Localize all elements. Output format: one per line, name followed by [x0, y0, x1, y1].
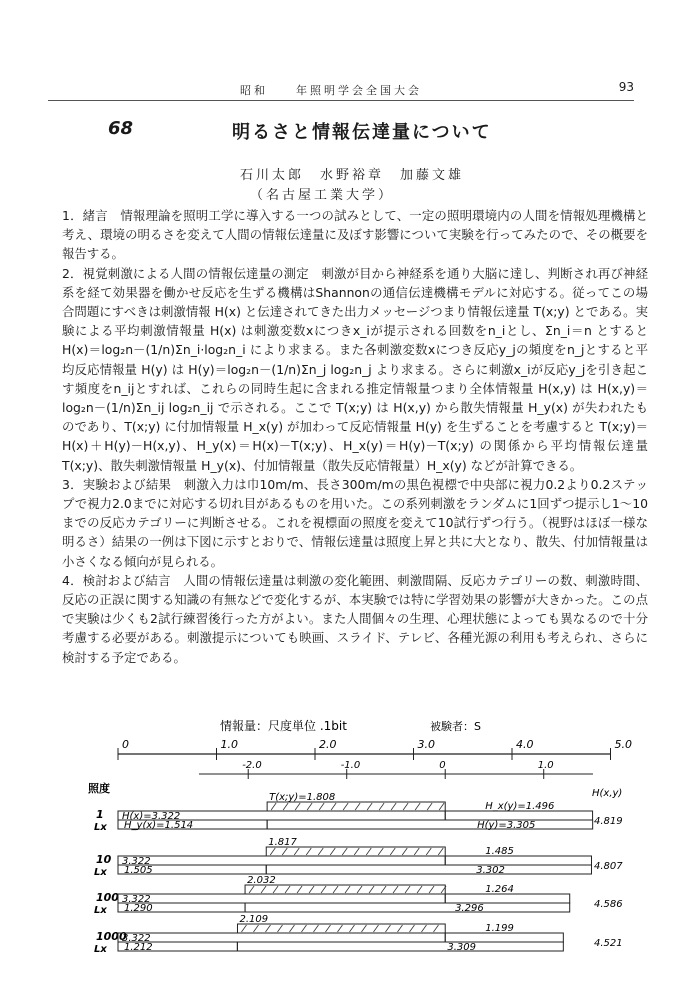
- row-lux-unit: Lx: [94, 944, 107, 955]
- bar-stimulus-info: [118, 933, 445, 942]
- bar-transmitted-hatch: [409, 925, 414, 932]
- label-lost-info: 1.505: [124, 865, 153, 876]
- chart-subject: 被験者：S: [430, 720, 481, 733]
- bar-transmitted: [266, 847, 445, 856]
- label-lost-info: 1.290: [124, 903, 153, 914]
- bar-transmitted-hatch: [273, 886, 278, 893]
- header-rule: [48, 100, 634, 101]
- bar-transmitted-hatch: [421, 925, 426, 932]
- bar-transmitted-hatch: [402, 848, 407, 855]
- bar-transmitted-hatch: [271, 803, 276, 810]
- label-joint-info: 4.819: [594, 816, 623, 827]
- bar-transmitted-hatch: [391, 803, 396, 810]
- bar-transmitted-hatch: [306, 848, 311, 855]
- bar-transmitted-hatch: [403, 803, 408, 810]
- bar-transmitted-hatch: [439, 803, 444, 810]
- running-header: [0, 80, 682, 100]
- label-added-info: 1.485: [485, 846, 514, 857]
- article-body: [62, 206, 648, 667]
- bar-transmitted-hatch: [379, 803, 384, 810]
- bar-transmitted-hatch: [405, 886, 410, 893]
- bar-stimulus-info: [118, 894, 445, 903]
- label-stimulus-info: 3.322: [122, 894, 151, 905]
- bar-transmitted-hatch: [333, 886, 338, 893]
- label-stimulus-info: 3.322: [122, 856, 151, 867]
- page-number: 93: [618, 80, 634, 94]
- bar-transmitted-hatch: [385, 925, 390, 932]
- bar-added-info: [445, 856, 591, 865]
- bar-added-info: [445, 894, 570, 903]
- bar-transmitted-hatch: [282, 848, 287, 855]
- bottom-axis-tick-label: -2.0: [242, 760, 262, 771]
- bar-transmitted-hatch: [295, 803, 300, 810]
- bar-transmitted-hatch: [381, 886, 386, 893]
- bar-transmitted-hatch: [301, 925, 306, 932]
- label-response-info: H(y)=3.305: [477, 820, 536, 831]
- bar-transmitted-hatch: [415, 803, 420, 810]
- bar-transmitted-hatch: [313, 925, 318, 932]
- label-lost-info: H_y(x)=1.514: [124, 820, 194, 831]
- label-joint-header: H(x,y): [592, 788, 623, 799]
- article-number: 68: [108, 118, 134, 139]
- bar-transmitted-hatch: [265, 925, 270, 932]
- chart-svg: [0, 712, 682, 955]
- bar-transmitted-hatch: [270, 848, 275, 855]
- label-response-info: 3.309: [447, 942, 477, 953]
- bar-transmitted-hatch: [289, 925, 294, 932]
- bar-transmitted-hatch: [285, 886, 290, 893]
- top-axis-tick-label: 4.0: [516, 738, 534, 751]
- label-response-info: 3.302: [476, 865, 505, 876]
- bar-transmitted-hatch: [342, 848, 347, 855]
- bottom-axis-tick-label: 0: [439, 760, 446, 771]
- bar-transmitted-hatch: [361, 925, 366, 932]
- row-lux-unit: Lx: [94, 822, 107, 833]
- bar-transmitted-hatch: [297, 886, 302, 893]
- bar-transmitted-hatch: [253, 925, 258, 932]
- row-lux-unit: Lx: [94, 905, 107, 916]
- paragraph-method: 2．視覚刺激による人間の情報伝達量の測定 刺激が目から神経系を通り大脳に達し、判断され再び神経系を経て効果器を働かせ反応を生ずる機構はShannonの通信伝達機構モデルに対応する。従ってこの場合問題にすべきは刺激情報 H(x) と伝達されてきた出力メッセージつまり情報伝達量 T(x;y) とである。実験による平均刺激情報量 H(x) は刺激変数xにつきx_iが提示される回数をn_iとし、Σn_i＝n とすると H(x)＝log₂n－(1/n)Σn_i·log₂n_i により求まる。また各刺激変数xにつき反応y_jの頻度をn_jとすると平均反応情報量 H(y) は H(y)＝log₂n－(1/n)Σn_j log₂n_j より求まる。さらに刺激x_iが反応y_jを引き起こす頻度をn_ijとすれば、これらの同時生起に含まれる推定情報量つまり全体情報量 H(x,y) は H(x,y)＝log₂n－(1/n)Σn_ij log₂n_ij で示される。ここで T(x;y) は H(x,y) から散失情報量 H_y(x) が失われたものであり、T(x;y) に付加情報量 H_x(y) が加わって反応情報量 H(y) を生ずることを考慮すると T(x;y)＝H(x)＋H(y)－H(x,y)、H_y(x)＝H(x)－T(x;y)、H_x(y)＝H(y)－T(x;y) の関係から平均情報伝達量 T(x;y)、散失刺激情報量 H_y(x)、付加情報量（散失反応情報量）H_x(y) などが計算できる。: [62, 265, 648, 473]
- label-transmitted: 2.032: [247, 875, 276, 886]
- bar-transmitted-hatch: [318, 848, 323, 855]
- bar-transmitted-hatch: [397, 925, 402, 932]
- row-lux-value: 1: [96, 808, 104, 821]
- bar-transmitted-hatch: [378, 848, 383, 855]
- label-stimulus-info: 3.322: [122, 933, 151, 944]
- information-chart: [0, 712, 682, 955]
- bar-transmitted-hatch: [331, 803, 336, 810]
- bar-transmitted-hatch: [426, 848, 431, 855]
- conference-title: 昭和 年照明学会全国大会: [240, 84, 422, 97]
- bar-added-info: [445, 933, 563, 942]
- bar-transmitted-hatch: [343, 803, 348, 810]
- bar-transmitted-hatch: [355, 803, 360, 810]
- bar-transmitted-hatch: [429, 886, 434, 893]
- bar-transmitted-hatch: [330, 848, 335, 855]
- label-transmitted: 1.817: [268, 837, 297, 848]
- bar-transmitted-hatch: [241, 925, 246, 932]
- label-transmitted: T(x;y)=1.808: [269, 792, 336, 803]
- bar-transmitted-hatch: [261, 886, 266, 893]
- bar-transmitted-hatch: [373, 925, 378, 932]
- row-lux-value: 10: [96, 853, 112, 866]
- row-header-illuminance: 照度: [88, 782, 110, 795]
- bar-transmitted-hatch: [367, 803, 372, 810]
- affiliation: （名古屋工業大学）: [250, 188, 395, 203]
- label-transmitted: 2.109: [239, 914, 269, 925]
- top-axis-tick-label: 5.0: [614, 738, 632, 751]
- bar-transmitted-hatch: [321, 886, 326, 893]
- row-lux-value: 1000: [96, 930, 127, 943]
- bar-transmitted-hatch: [417, 886, 422, 893]
- bar-added-info: [445, 811, 592, 820]
- top-axis-tick-label: 0: [122, 738, 129, 751]
- chart-title: 情報量：尺度単位 .1bit: [220, 719, 347, 733]
- paragraph-results: 3．実験および結果 刺激入力は巾10m/m、長さ300m/mの黒色視標で中央部に視力0.2より0.2ステップで視力2.0までに対応する切れ目があるものを用いた。この系列刺激をランダムに1回ずつ提示し1～10までの反応カテゴリーに判断させる。これを視標面の照度を変えて10試行ずつ行う。（視野はほぼ一様な明るさ）結果の一例は下図に示すとおりで、情報伝達量は照度上昇と共に大となり、散失、付加情報量は小さくなる傾向が見られる。: [62, 476, 648, 569]
- label-added-info: 1.199: [485, 923, 514, 934]
- bar-transmitted-hatch: [337, 925, 342, 932]
- bar-transmitted-hatch: [349, 925, 354, 932]
- bar-transmitted-hatch: [345, 886, 350, 893]
- bar-transmitted-hatch: [433, 925, 438, 932]
- row-lux-value: 100: [96, 891, 119, 904]
- bar-response-info: [266, 865, 591, 874]
- bar-transmitted-hatch: [277, 925, 282, 932]
- top-axis-tick-label: 2.0: [319, 738, 337, 751]
- label-added-info: 1.264: [485, 884, 514, 895]
- bar-transmitted-hatch: [393, 886, 398, 893]
- paragraph-introduction: 1．緒言 情報理論を照明工学に導入する一つの試みとして、一定の照明環境内の人間を情報処理機構と考え、環境の明るさを変えて人間の情報伝達量に及ぼす影響について実験を行ってみたので、その概要を報告する。: [62, 208, 648, 262]
- top-axis-tick-label: 3.0: [417, 738, 435, 751]
- bar-transmitted-hatch: [427, 803, 432, 810]
- author-list: 石川太郎 水野裕章 加藤文雄: [240, 168, 465, 183]
- bar-transmitted: [267, 802, 445, 811]
- bar-response-info: [267, 820, 593, 829]
- label-lost-info: 1.212: [124, 942, 153, 953]
- bottom-axis-tick-label: 1.0: [537, 760, 554, 771]
- bar-transmitted-hatch: [307, 803, 312, 810]
- bar-transmitted-hatch: [369, 886, 374, 893]
- label-joint-info: 4.807: [594, 861, 623, 872]
- bottom-axis-tick-label: -1.0: [340, 760, 361, 771]
- bar-response-info: [245, 903, 570, 912]
- bar-transmitted-hatch: [309, 886, 314, 893]
- bar-transmitted-hatch: [249, 886, 254, 893]
- bar-transmitted-hatch: [438, 848, 443, 855]
- bar-transmitted-hatch: [414, 848, 419, 855]
- article-title: 明るさと情報伝達量について: [232, 122, 492, 143]
- bar-transmitted-hatch: [390, 848, 395, 855]
- label-joint-info: 4.586: [594, 899, 623, 910]
- bar-transmitted-hatch: [319, 803, 324, 810]
- bar-transmitted-hatch: [366, 848, 371, 855]
- label-response-info: 3.296: [455, 903, 484, 914]
- bar-stimulus-info: [118, 856, 445, 865]
- bar-transmitted-hatch: [325, 925, 330, 932]
- label-added-info: H_x(y)=1.496: [485, 801, 555, 812]
- bar-transmitted-hatch: [283, 803, 288, 810]
- bar-transmitted-hatch: [294, 848, 299, 855]
- label-stimulus-info: H(x)=3.322: [122, 811, 181, 822]
- bar-transmitted-hatch: [357, 886, 362, 893]
- top-axis-tick-label: 1.0: [220, 738, 238, 751]
- paragraph-conclusion: 4．検討および結言 人間の情報伝達量は刺激の変化範囲、刺激間隔、反応カテゴリーの数、刺激時間、反応の正誤に関する知識の有無などで変化するが、本実験では特に学習効果の影響が大きかった。この点で実験は少くも2試行練習後行った方がよい。また人間個々の生理、心理状態によっても異なるので十分考慮する必要がある。刺激提示についても映画、スライド、テレビ、各種光源の利用も考えられ、さらに検討する予定である。: [62, 572, 648, 665]
- label-joint-info: 4.521: [594, 938, 623, 949]
- bar-response-info: [237, 942, 563, 951]
- bar-transmitted-hatch: [354, 848, 359, 855]
- row-lux-unit: Lx: [94, 867, 107, 878]
